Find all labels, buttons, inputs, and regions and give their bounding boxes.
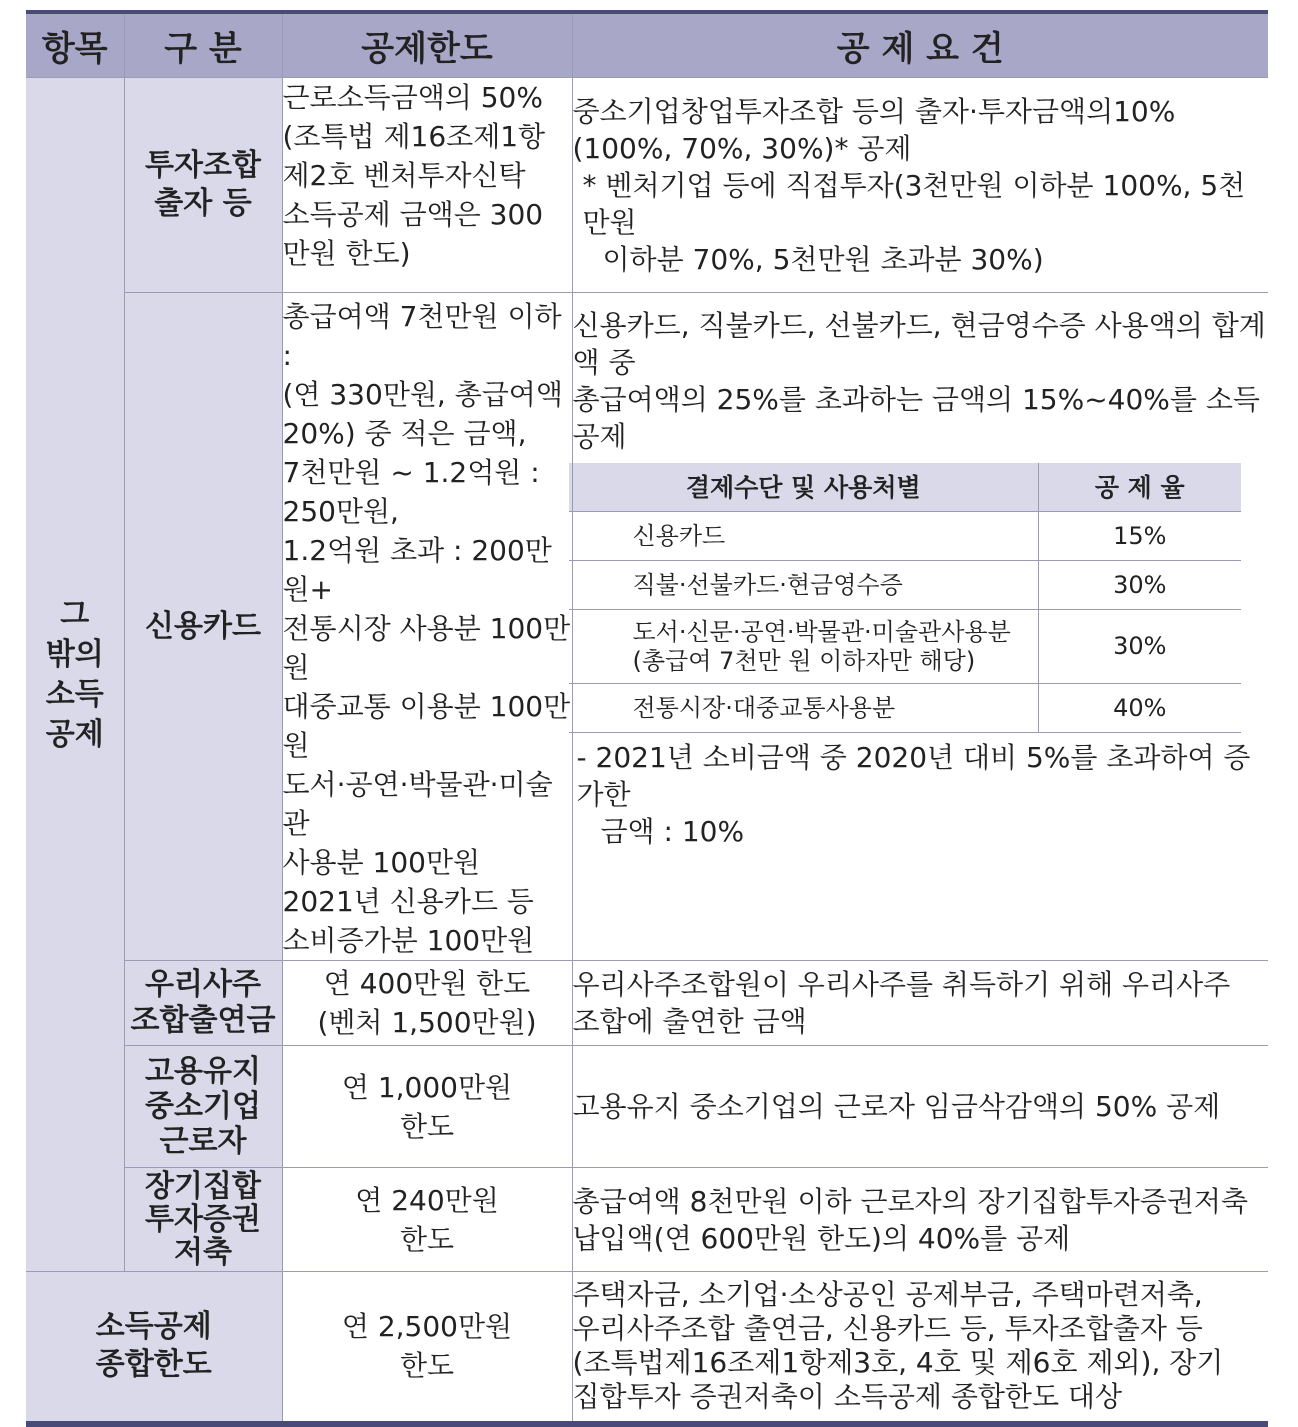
row-employ [26,1046,1268,1168]
req-esop: 우리사주조합원이 우리사주를 취득하기 위해 우리사주 조합에 출연한 금액 [572,961,1268,1046]
category-invest: 투자조합 출자 등 [124,78,282,293]
category-total: 소득공제 종합한도 [26,1272,282,1424]
header-row [26,12,1268,78]
header-limit: 공제한도 [282,12,572,78]
limit-longterm: 연 240만원 한도 [282,1168,572,1272]
side-group-other-deductions: 그 밖의 소득 공제 [26,78,124,1272]
card-extra-note: - 2021년 소비금액 중 2020년 대비 5%를 초과하여 증가한 [576,741,1251,811]
category-longterm: 장기집합 투자증권 저축 [124,1168,282,1272]
limit-total: 연 2,500만원 한도 [282,1272,572,1424]
deduction-table [26,10,1268,1427]
table-row: 도서·신문·공연·박물관·미술관사용분 (총급여 7천만 원 이하자만 해당) 30% [569,610,1241,684]
header-requirements: 공 제 요 건 [572,12,1268,78]
req-invest: 중소기업창업투자조합 등의 출자·투자금액의10% (100%, 70%, 30%)* 공제 * 벤처기업 등에 직접투자(3천만원 이하분 100%, 5천만원 이하분 70%, 5천만원 초과분 30%) [572,78,1268,293]
category-esop: 우리사주 조합출연금 [124,961,282,1046]
footnote-invest: * 벤처기업 등에 직접투자(3천만원 이하분 100%, 5천만원 [582,168,1246,239]
card-rate-header-rate: 공 제 율 [1039,463,1241,512]
limit-esop: 연 400만원 한도 (벤처 1,500만원) [282,961,572,1046]
table-row: 전통시장·대중교통사용분 40% [569,684,1241,733]
table-row: 신용카드 15% [569,512,1241,561]
row-longterm [26,1168,1268,1272]
limit-invest: 근로소득금액의 50% (조특법 제16조제1항 제2호 벤처투자신탁 소득공제 금액은 300 만원 한도) [282,78,572,293]
limit-card: 총급여액 7천만원 이하 : (연 330만원, 총급여액 20%) 중 적은 금액, 7천만원 ~ 1.2억원 : 250만원, 1.2억원 초과 : 200만원+ 전통시장 사용분 100만원 대중교통 이용분 100만원 도서·공연·박물관·미술관 사용분 100만원 2021년 신용카드 등 소비증가분 100만원 [282,293,572,961]
deduction-table-wrapper [26,10,1268,1427]
card-rate-table [569,463,1241,733]
category-card: 신용카드 [124,293,282,961]
limit-employ: 연 1,000만원 한도 [282,1046,572,1168]
req-longterm: 총급여액 8천만원 이하 근로자의 장기집합투자증권저축 납입액(연 600만원 한도)의 40%를 공제 [572,1168,1268,1272]
table-row: 직불·선불카드·현금영수증 30% [569,561,1241,610]
req-employ: 고용유지 중소기업의 근로자 임금삭감액의 50% 공제 [572,1046,1268,1168]
row-total [26,1272,1268,1424]
header-item: 항목 [26,12,124,78]
category-employ: 고용유지 중소기업 근로자 [124,1046,282,1168]
card-rate-header-method: 결제수단 및 사용처별 [569,463,1039,512]
header-category: 구 분 [124,12,282,78]
req-card: 신용카드, 직불카드, 선불카드, 현금영수증 사용액의 합계액 중 총급여액의 25%를 초과하는 금액의 15%~40%를 소득공제 결제수단 및 사용처별 공 제 율 신용카드 15% 직불·선불카드·현금영수증 30% 도서·신문·공연·박물관·미술관사용분 (총급여 7천만 원 이하자만 해당) 30% 전통시장·대중교통사용분 40% - 2021년 소비금액 중 2020년 대비 5%를 초과하여 증가한 금액 : 10% [572,293,1268,961]
row-card [26,293,1268,961]
card-rate-header [569,463,1241,512]
row-esop [26,961,1268,1046]
req-total: 주택자금, 소기업·소상공인 공제부금, 주택마련저축, 우리사주조합 출연금, 신용카드 등, 투자조합출자 등 (조특법제16조제1항제3호, 4호 및 제6호 제외), 장기 집합투자 증권저축이 소득공제 종합한도 대상 [572,1272,1268,1424]
row-invest [26,78,1268,293]
